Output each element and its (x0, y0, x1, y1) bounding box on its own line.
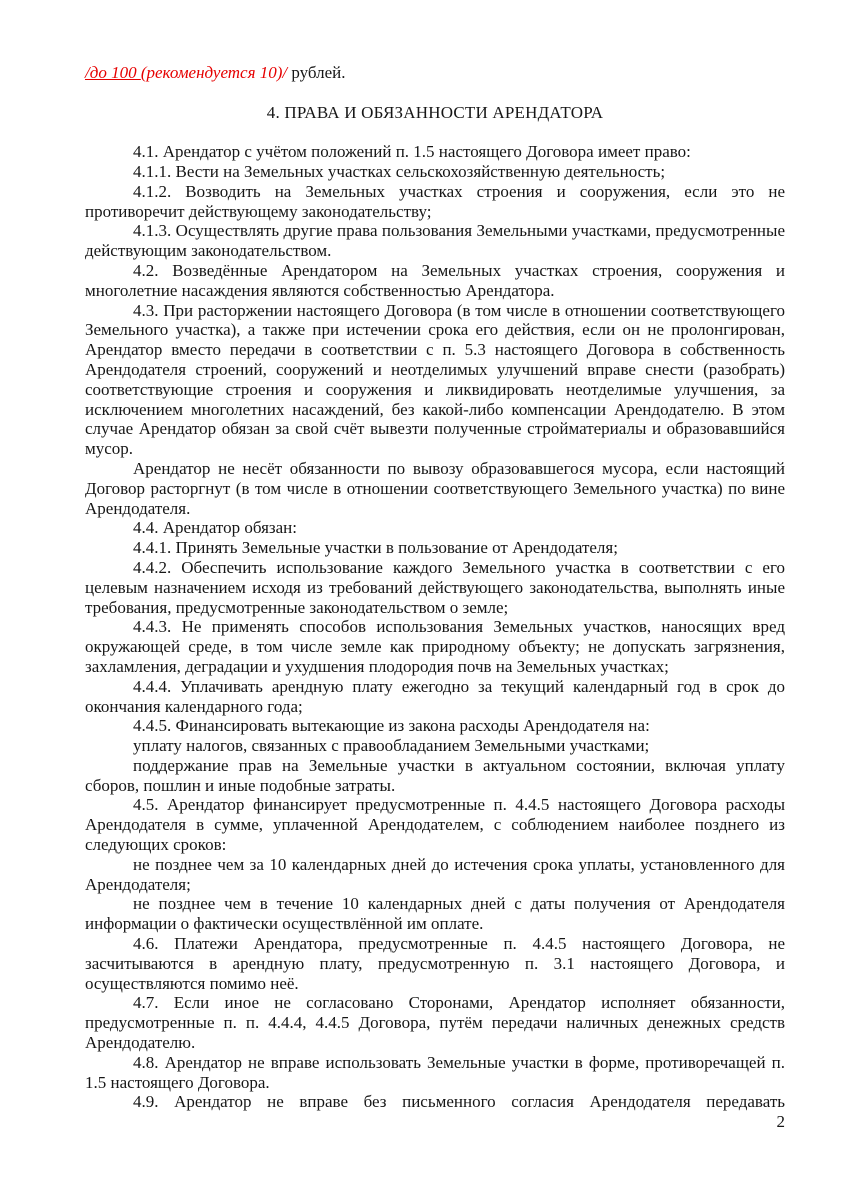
intro-red-italic-text: (рекомендуется 10)/ (140, 63, 288, 82)
paragraph-4-4-2: 4.4.2. Обеспечить использование каждого Земельного участка в соответствии с его целевым назначением исходя из требований действующего законодательства, выполнять иные требования, предусмотренные законодательством о земле; (85, 557, 785, 617)
paragraph-4-1-2: 4.1.2. Возводить на Земельных участках строения и сооружения, если это не противоречит действующему законодательству; (85, 181, 785, 221)
paragraph-4-9: 4.9. Арендатор не вправе без письменного согласия Арендодателя передавать (133, 1092, 785, 1112)
paragraph-4-5-term-2: не позднее чем в течение 10 календарных дней с даты получения от Арендодателя информации о фактически осуществлённой им оплате. (85, 894, 785, 934)
intro-red-underlined-text: /до 100 (85, 63, 141, 82)
paragraph-4-1-1: 4.1.1. Вести на Земельных участках сельскохозяйственную деятельность; (133, 161, 666, 181)
paragraph-4-4-1: 4.4.1. Принять Земельные участки в пользование от Арендодателя; (133, 538, 618, 558)
paragraph-4-3: 4.3. При расторжении настоящего Договора (в том числе в отношении соответствующего Земельного участка), а также при истечении срока его действия, если он не пролонгирован, Арендатор вместо передачи в соответствии с п. 5.3 настоящего Договора в собственность Арендодателя строений, сооружений и неотделимых улучшений вправе снести (разобрать) соответствующие строения и сооружения и ликвидировать неотделимые улучшения, за исключением многолетних насаждений, без какой-либо компенсации Арендодателю. В этом случае Арендатор обязан за свой счёт вывезти полученные стройматериалы и образовавшийся мусор. (85, 300, 785, 459)
paragraph-4-2: 4.2. Возведённые Арендатором на Земельных участках строения, сооружения и многолетние насаждения являются собственностью Арендатора. (85, 260, 785, 300)
page-number: 2 (776, 1112, 785, 1132)
paragraph-4-8: 4.8. Арендатор не вправе использовать Земельные участки в форме, противоречащей п. 1.5 настоящего Договора. (85, 1052, 785, 1092)
section-heading: 4. ПРАВА И ОБЯЗАННОСТИ АРЕНДАТОРА (266, 102, 604, 122)
intro-black-text: рублей. (287, 63, 346, 82)
paragraph-4-4: 4.4. Арендатор обязан: (133, 518, 298, 538)
paragraph-4-4-3: 4.4.3. Не применять способов использования Земельных участков, наносящих вред окружающей среде, в том числе земле как природному объекту; не допускать загрязнения, захламления, деградации и ухудшения плодородия почв на Земельных участках; (85, 617, 785, 676)
paragraph-4-1-3: 4.1.3. Осуществлять другие права пользования Земельными участками, предусмотренные действующим законодательством. (85, 221, 785, 261)
paragraph-4-4-4: 4.4.4. Уплачивать арендную плату ежегодно за текущий календарный год в срок до окончания календарного года; (85, 676, 785, 716)
paragraph-4-5-term-1: не позднее чем за 10 календарных дней до истечения срока уплаты, установленного для Арендодателя; (85, 854, 785, 894)
intro-line (85, 63, 785, 83)
paragraph-4-6: 4.6. Платежи Арендатора, предусмотренные п. 4.4.5 настоящего Договора, не засчитываются в арендную плату, предусмотренную п. 3.1 настоящего Договора, и осуществляются помимо неё. (85, 934, 785, 993)
paragraph-4-4-5: 4.4.5. Финансировать вытекающие из закона расходы Арендодателя на: (133, 716, 650, 736)
paragraph-4-1: 4.1. Арендатор с учётом положений п. 1.5 настоящего Договора имеет право: (133, 142, 691, 162)
paragraph-4-4-5-item-1: уплату налогов, связанных с правообладанием Земельными участками; (133, 736, 650, 756)
paragraph-4-5: 4.5. Арендатор финансирует предусмотренные п. 4.4.5 настоящего Договора расходы Арендодателя в сумме, уплаченной Арендодателем, с соблюдением наиболее позднего из следующих сроков: (85, 795, 785, 855)
paragraph-4-3-note: Арендатор не несёт обязанности по вывозу образовавшегося мусора, если настоящий Договор расторгнут (в том числе в отношении соответствующего Земельного участка) по вине Арендодателя. (85, 458, 785, 518)
paragraph-4-7: 4.7. Если иное не согласовано Сторонами, Арендатор исполняет обязанности, предусмотренные п. п. 4.4.4, 4.4.5 Договора, путём передачи наличных денежных средств Арендодателю. (85, 993, 785, 1053)
paragraph-4-4-5-item-2: поддержание прав на Земельные участки в актуальном состоянии, включая уплату сборов, пошлин и иные подобные затраты. (85, 755, 785, 795)
